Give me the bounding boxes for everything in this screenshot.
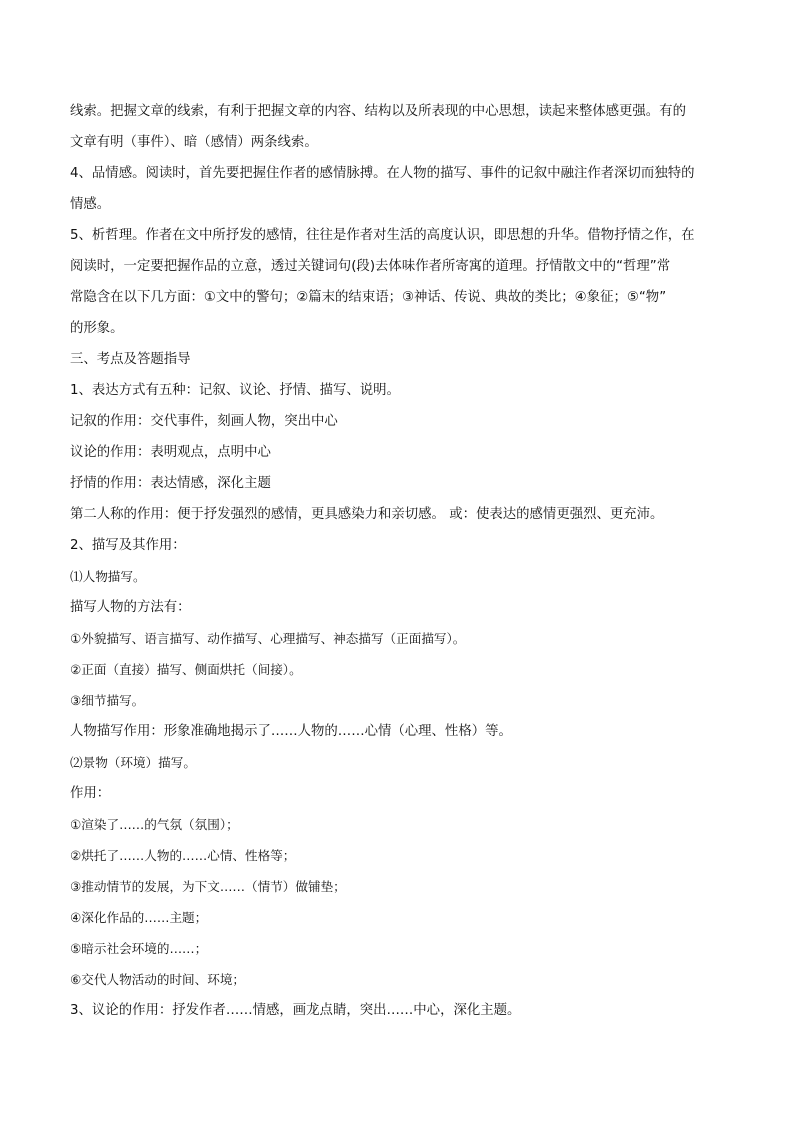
text-line: ①渲染了……的气氛（氛围）； <box>70 817 239 832</box>
text-line: 情感。 <box>70 197 111 212</box>
text-line: 2、描写及其作用： <box>70 538 186 553</box>
text-line: ①外貌描写、语言描写、动作描写、心理描写、神态描写（正面描写）。 <box>70 631 466 646</box>
text-line: 常隐含在以下几方面：①文中的警句；②篇末的结束语；③神话、传说、典故的类比；④象征；⑤“物” <box>70 290 667 305</box>
text-line: 描写人物的方法有： <box>70 600 191 615</box>
text-line: 文章有明（事件）、暗（感情）两条线索。 <box>70 135 318 150</box>
text-line: 4、品情感。阅读时，首先要把握住作者的感情脉搏。在人物的描写、事件的记叙中融注作者深切而独特的 <box>70 166 695 181</box>
text-line: 记叙的作用：交代事件，刻画人物，突出中心 <box>70 414 338 429</box>
text-line: 人物描写作用：形象准确地揭示了……人物的……心情（心理、性格）等。 <box>70 724 512 739</box>
text-line: 抒情的作用：表达情感，深化主题 <box>70 476 271 491</box>
text-line: ④深化作品的……主题； <box>70 910 208 925</box>
text-line: ⑥交代人物活动的时间、环境； <box>70 972 246 987</box>
text-line: ②正面（直接）描写、侧面烘托（间接）。 <box>70 662 302 677</box>
text-line: 5、析哲理。作者在文中所抒发的感情，往往是作者对生活的高度认识，即思想的升华。借物抒情之作，在 <box>70 228 695 243</box>
text-line: 阅读时，一定要把握作品的立意，透过关键词句(段)去体味作者所寄寓的道理。抒情散文中的“哲理”常 <box>70 259 671 274</box>
text-line: ③细节描写。 <box>70 693 145 708</box>
text-line: ⑴人物描写。 <box>70 569 146 584</box>
text-line: 1、表达方式有五种：记叙、议论、抒情、描写、说明。 <box>70 383 400 398</box>
text-line: ②烘托了……人物的……心情、性格等； <box>70 848 296 863</box>
text-line: ③推动情节的发展，为下文……（情节）做铺垫； <box>70 879 346 894</box>
text-line: ⑤暗示社会环境的……； <box>70 941 208 956</box>
text-line: ⑵景物（环境）描写。 <box>70 755 196 770</box>
text-line: 线索。把握文章的线索，有利于把握文章的内容、结构以及所表现的中心思想，读起来整体感更强。有的 <box>70 104 686 119</box>
text-line: 3、议论的作用：抒发作者……情感，画龙点睛，突出……中心，深化主题。 <box>70 1003 521 1018</box>
text-line: 的形象。 <box>70 321 124 336</box>
text-line: 第二人称的作用：便于抒发强烈的感情，更具感染力和亲切感。 或：使表达的感情更强烈、更充沛。 <box>70 507 664 522</box>
document-body <box>70 96 726 1026</box>
text-line: 作用： <box>70 786 111 801</box>
section-heading: 三、考点及答题指导 <box>70 352 191 367</box>
text-line: 议论的作用：表明观点，点明中心 <box>70 445 271 460</box>
